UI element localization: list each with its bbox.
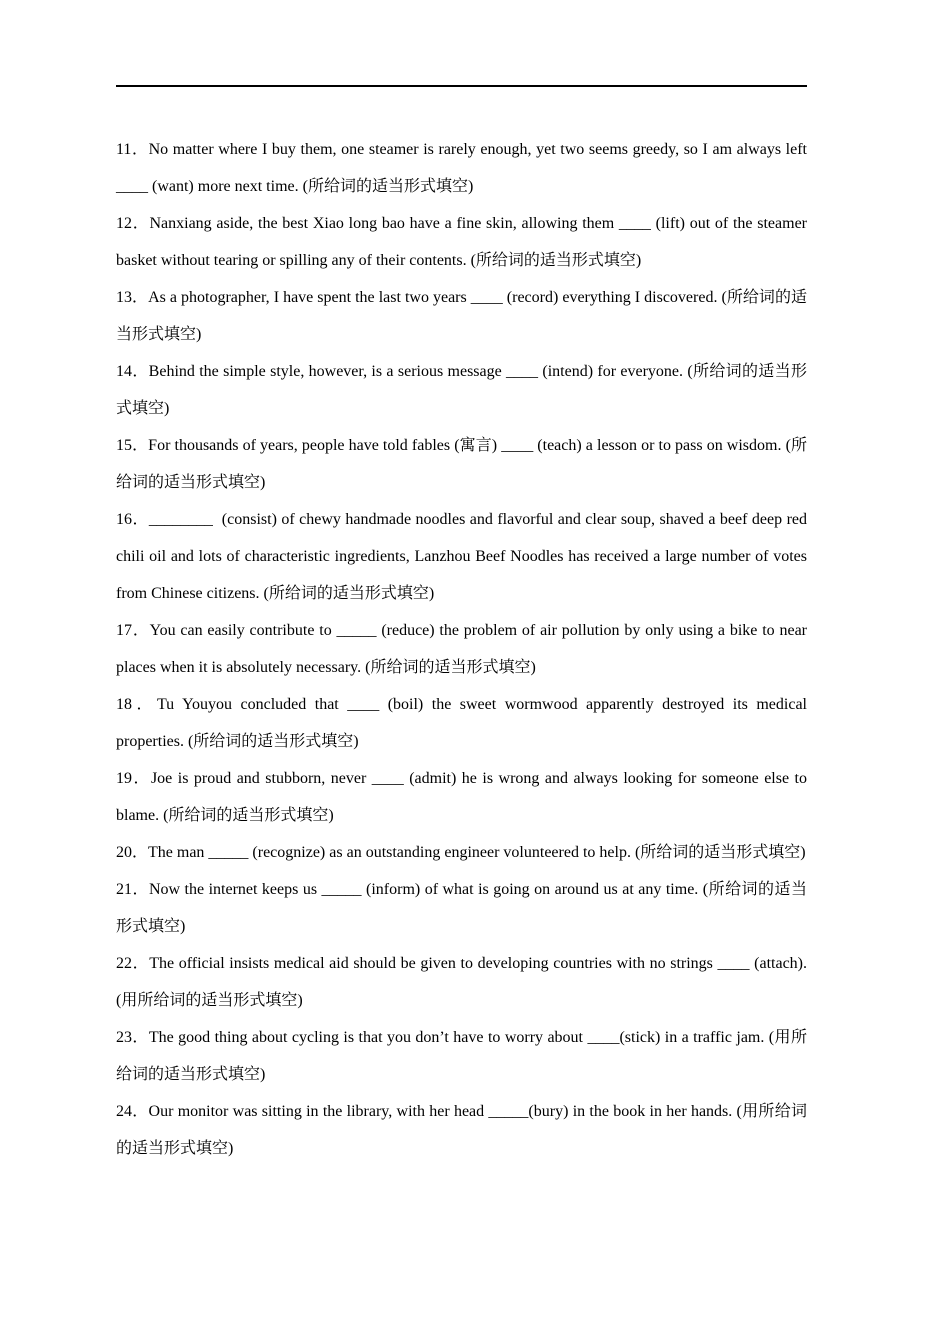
question-list <box>116 131 812 1167</box>
question-21: 21．Now the internet keeps us _____ (inform) of what is going on around us at any time. (所给词的适当形式填空) <box>116 881 807 935</box>
question-13: 13．As a photographer, I have spent the last two years ____ (record) everything I discovered. (所给词的适当形式填空) <box>116 289 807 343</box>
question-11: 11．No matter where I buy them, one steamer is rarely enough, yet two seems greedy, so I am always left ____ (want) more next time. (所给词的适当形式填空) <box>116 141 811 195</box>
question-22: 22．The official insists medical aid should be given to developing countries with no strings ____ (attach). (用所给词的适当形式填空) <box>116 955 811 1009</box>
question-19: 19．Joe is proud and stubborn, never ____ (admit) he is wrong and always looking for someone else to blame. (所给词的适当形式填空) <box>116 770 812 824</box>
question-12: 12．Nanxiang aside, the best Xiao long bao have a fine skin, allowing them ____ (lift) out of the steamer basket without tearing or spilling any of their contents. (所给词的适当形式填空) <box>116 215 811 269</box>
question-18: 18．Tu Youyou concluded that ____ (boil) the sweet wormwood apparently destroyed its medical properties. (所给词的适当形式填空) <box>116 696 812 750</box>
question-23: 23．The good thing about cycling is that you don’t have to worry about ____(stick) in a traffic jam. (用所给词的适当形式填空) <box>116 1029 807 1083</box>
question-24: 24．Our monitor was sitting in the library, with her head _____(bury) in the book in her hands. (用所给词的适当形式填空) <box>116 1103 807 1157</box>
question-17: 17．You can easily contribute to _____ (reduce) the problem of air pollution by only using a bike to near places when it is absolutely necessary. (所给词的适当形式填空) <box>116 622 811 676</box>
question-20: 20．The man _____ (recognize) as an outstanding engineer volunteered to help. (所给词的适当形式填空) <box>116 844 806 861</box>
header-rule <box>116 85 807 87</box>
question-16: 16．________ (consist) of chewy handmade noodles and flavorful and clear soup, shaved a beef deep red chili oil and lots of characteristic ingredients, Lanzhou Beef Noodles has received a large number of votes from Chinese citizens. (所给词的适当形式填空) <box>116 511 812 602</box>
question-15: 15．For thousands of years, people have told fables (寓言) ____ (teach) a lesson or to pass on wisdom. (所给词的适当形式填空) <box>116 437 807 491</box>
question-14: 14．Behind the simple style, however, is a serious message ____ (intend) for everyone. (所给词的适当形式填空) <box>116 363 807 417</box>
